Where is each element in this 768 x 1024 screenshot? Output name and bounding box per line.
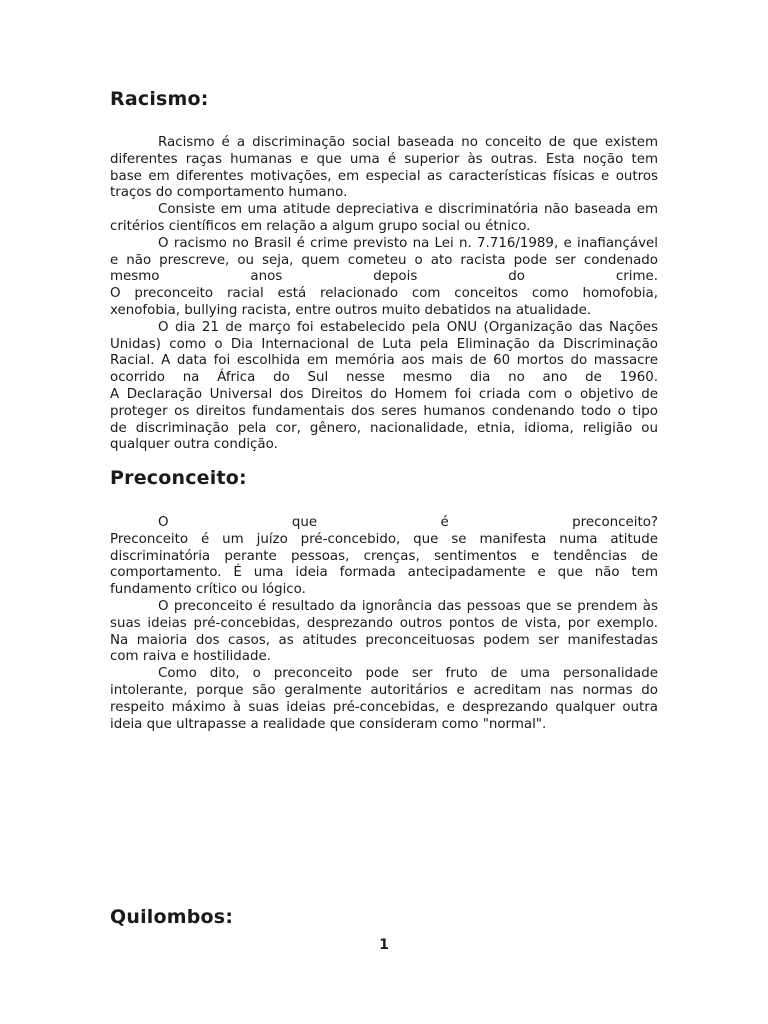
text-line: comportamento. É uma ideia formada antecipadamente e que não tem: [110, 565, 658, 581]
text-line: diferentes raças humanas e que uma é superior às outras. Esta noção tem: [110, 151, 658, 167]
section-body: [110, 135, 658, 454]
text-line: Na maioria dos casos, as atitudes preconceituosas podem ser manifestadas: [110, 632, 658, 648]
text-line: O preconceito é resultado da ignorância das pessoas que se prendem às: [158, 598, 658, 614]
text-line: Racial. A data foi escolhida em memória aos mais de 60 mortos do massacre: [110, 353, 658, 369]
text-line: qualquer outra condição.: [110, 437, 278, 453]
text-line: Racismo é a discriminação social baseada no conceito de que existem: [158, 135, 658, 150]
page-number: 1: [379, 937, 389, 953]
section-racismo: [110, 88, 658, 454]
text-line: xenofobia, bullying racista, entre outros muito debatidos na atualidade.: [110, 302, 592, 318]
text-line: discriminatória perante pessoas, crenças, sentimentos e tendências de: [110, 548, 658, 564]
text-line: com raiva e hostilidade.: [110, 649, 271, 665]
text-line: Consiste em uma atitude depreciativa e discriminatória não baseada em: [158, 202, 658, 218]
text-line: O preconceito racial está relacionado com conceitos como homofobia,: [110, 286, 658, 302]
text-line: respeito máximo à suas ideias pré-concebidas, e desprezando qualquer outra: [110, 699, 658, 715]
section-body: [110, 515, 658, 733]
section-quilombos: [110, 906, 658, 928]
text-line: traços do comportamento humano.: [110, 185, 348, 201]
text-line: O dia 21 de março foi estabelecido pela ONU (Organização das Nações: [158, 319, 658, 335]
text-line: ocorrido na África do Sul nesse mesmo dia no ano de 1960.: [110, 370, 658, 386]
section-title: Preconceito:: [110, 467, 247, 489]
text-line: Unidas) como o Dia Internacional de Luta pela Eliminação da Discriminação: [110, 336, 658, 352]
text-line: O que é preconceito?: [158, 515, 658, 530]
section-preconceito: [110, 467, 658, 733]
text-line: ideia que ultrapasse a realidade que consideram como "normal".: [110, 716, 547, 732]
text-line: critérios científicos em relação a algum grupo social ou étnico.: [110, 218, 531, 234]
text-line: de discriminação pela cor, gênero, nacionalidade, etnia, idioma, religião ou: [110, 420, 658, 436]
text-line: intolerante, porque são geralmente autoritários e acreditam nas normas do: [110, 682, 658, 698]
text-line: fundamento crítico ou lógico.: [110, 582, 306, 598]
section-title: Quilombos:: [110, 906, 234, 928]
text-line: Preconceito é um juízo pré-concebido, que se manifesta numa atitude: [110, 531, 658, 547]
text-line: Como dito, o preconceito pode ser fruto de uma personalidade: [158, 666, 658, 682]
text-line: mesmo anos depois do crime.: [110, 269, 658, 285]
section-title: Racismo:: [110, 88, 209, 110]
text-line: base em diferentes motivações, em especial as características físicas e outros: [110, 168, 658, 184]
text-line: O racismo no Brasil é crime previsto na Lei n. 7.716/1989, e inafiançável: [158, 235, 658, 251]
text-line: proteger os direitos fundamentais dos seres humanos condenando todo o tipo: [110, 403, 658, 419]
text-line: A Declaração Universal dos Direitos do Homem foi criada com o objetivo de: [110, 386, 658, 402]
text-line: suas ideias pré-concebidas, desprezando outros pontos de vista, por exemplo.: [110, 615, 658, 631]
text-line: e não prescreve, ou seja, quem cometeu o ato racista pode ser condenado: [110, 252, 658, 268]
